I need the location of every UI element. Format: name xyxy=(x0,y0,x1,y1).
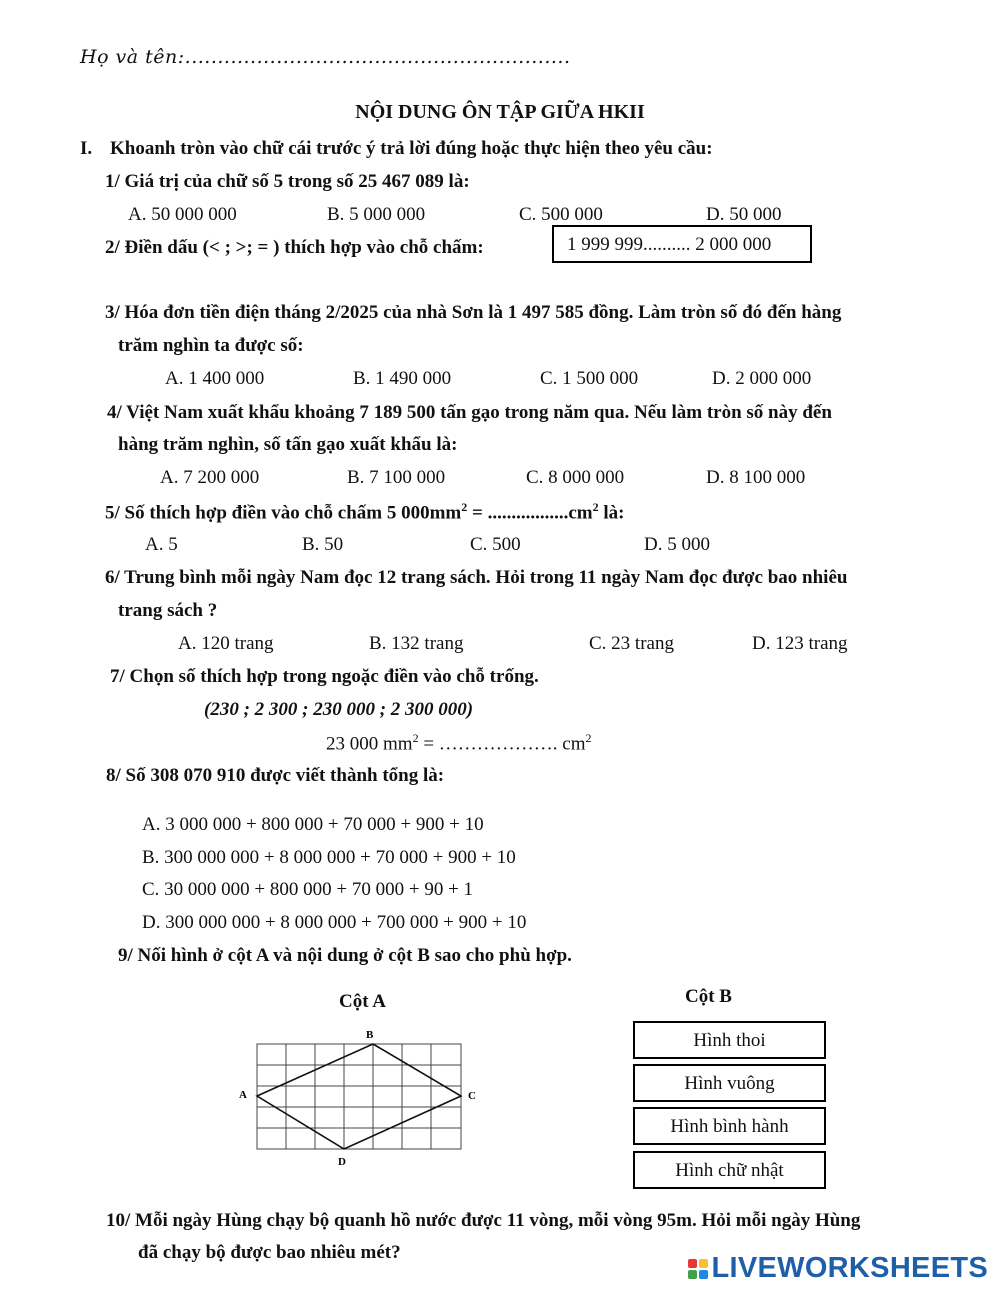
col-b-item-rhombus[interactable]: Hình thoi xyxy=(633,1021,826,1059)
q5-text xyxy=(105,500,624,524)
q7-eq-b[interactable]: = ………………. cm xyxy=(418,733,586,755)
q8-option-b[interactable]: B. 300 000 000 + 8 000 000 + 70 000 + 900 + 10 xyxy=(142,847,516,868)
q7-eq-sup2: 2 xyxy=(585,731,592,745)
q4-text-line2: hàng trăm nghìn, số tấn gạo xuất khẩu là: xyxy=(118,434,458,455)
q6-option-d[interactable]: D. 123 trang xyxy=(752,633,848,654)
rhombus-grid-figure[interactable] xyxy=(232,1026,482,1171)
q4-text-line1: 4/ Việt Nam xuất khẩu khoảng 7 189 500 tấn gạo trong năm qua. Nếu làm tròn số này đến xyxy=(107,402,832,423)
q5-option-d[interactable]: D. 5 000 xyxy=(644,534,710,555)
q9-column-a-heading: Cột A xyxy=(339,991,386,1012)
q5-text-c: là: xyxy=(598,502,625,524)
q6-text-line1: 6/ Trung bình mỗi ngày Nam đọc 12 trang sách. Hỏi trong 11 ngày Nam đọc được bao nhiêu xyxy=(105,567,848,588)
q8-option-d[interactable]: D. 300 000 000 + 8 000 000 + 700 000 + 900 + 10 xyxy=(142,912,527,933)
liveworksheets-logo xyxy=(688,1252,989,1285)
q5-text-b: = .................cm xyxy=(467,502,593,524)
section-instruction: Khoanh tròn vào chữ cái trước ý trả lời đúng hoặc thực hiện theo yêu cầu: xyxy=(110,138,713,159)
q7-choices: (230 ; 2 300 ; 230 000 ; 2 300 000) xyxy=(204,699,474,720)
q3-text-line1: 3/ Hóa đơn tiền điện tháng 2/2025 của nhà Sơn là 1 497 585 đồng. Làm tròn số đó đến hàng xyxy=(105,302,842,323)
liveworksheets-wordmark: LIVEWORKSHEETS xyxy=(711,1252,988,1284)
q4-option-d[interactable]: D. 8 100 000 xyxy=(706,467,806,488)
q4-option-c[interactable]: C. 8 000 000 xyxy=(526,467,625,488)
q7-eq-sup: 2 xyxy=(412,731,419,745)
q2-comparison: 1 999 999.......... 2 000 000 xyxy=(567,234,772,255)
q9-text: 9/ Nối hình ở cột A và nội dung ở cột B sao cho phù hợp. xyxy=(118,945,572,966)
q5-option-c[interactable]: C. 500 xyxy=(470,534,521,555)
col-b-item-parallelogram[interactable]: Hình bình hành xyxy=(633,1107,826,1145)
q8-option-a[interactable]: A. 3 000 000 + 800 000 + 70 000 + 900 + 10 xyxy=(142,814,484,835)
q1-text: 1/ Giá trị của chữ số 5 trong số 25 467 089 là: xyxy=(105,171,470,192)
q3-option-a[interactable]: A. 1 400 000 xyxy=(165,368,265,389)
section-number: I. xyxy=(80,138,93,159)
q2-text: 2/ Điền dấu (< ; >; = ) thích hợp vào chỗ chấm: xyxy=(105,237,484,258)
q5-option-a[interactable]: A. 5 xyxy=(145,534,178,555)
col-b-item-rectangle[interactable]: Hình chữ nhật xyxy=(633,1151,826,1189)
q1-option-a[interactable]: A. 50 000 000 xyxy=(128,204,237,225)
q8-option-c[interactable]: C. 30 000 000 + 800 000 + 70 000 + 90 + 1 xyxy=(142,879,474,900)
q1-option-c[interactable]: C. 500 000 xyxy=(519,204,603,225)
liveworksheets-mark-icon xyxy=(688,1259,708,1279)
q7-eq-a: 23 000 mm xyxy=(326,733,413,755)
col-b-item-square[interactable]: Hình vuông xyxy=(633,1064,826,1102)
page-title: NỘI DUNG ÔN TẬP GIỮA HKII xyxy=(355,101,645,123)
vertex-label-c: C xyxy=(468,1090,476,1102)
q9-column-b-heading: Cột B xyxy=(685,986,732,1007)
q6-option-c[interactable]: C. 23 trang xyxy=(589,633,674,654)
q1-option-b[interactable]: B. 5 000 000 xyxy=(327,204,426,225)
q10-text-line1: 10/ Mỗi ngày Hùng chạy bộ quanh hồ nước được 11 vòng, mỗi vòng 95m. Hỏi mỗi ngày Hùng xyxy=(106,1210,861,1231)
q3-text-line2: trăm nghìn ta được số: xyxy=(118,335,304,356)
vertex-label-a: A xyxy=(239,1089,247,1101)
q3-option-b[interactable]: B. 1 490 000 xyxy=(353,368,452,389)
q6-option-b[interactable]: B. 132 trang xyxy=(369,633,464,654)
q10-text-line2: đã chạy bộ được bao nhiêu mét? xyxy=(138,1242,401,1263)
q8-text: 8/ Số 308 070 910 được viết thành tổng là: xyxy=(106,765,445,786)
rhombus-shape xyxy=(257,1044,461,1149)
vertex-label-b: B xyxy=(366,1029,374,1041)
grid-lines xyxy=(257,1044,461,1149)
q4-option-a[interactable]: A. 7 200 000 xyxy=(160,467,260,488)
q6-option-a[interactable]: A. 120 trang xyxy=(178,633,274,654)
q7-equation xyxy=(326,731,592,755)
q7-text: 7/ Chọn số thích hợp trong ngoặc điền vào chỗ trống. xyxy=(110,666,539,687)
q4-option-b[interactable]: B. 7 100 000 xyxy=(347,467,446,488)
student-name-line: Họ và tên:........................................................... xyxy=(80,46,571,68)
q5-sup: 2 xyxy=(461,500,468,514)
q5-text-a: 5/ Số thích hợp điền vào chỗ chấm 5 000mm xyxy=(105,502,462,524)
q3-option-d[interactable]: D. 2 000 000 xyxy=(712,368,812,389)
vertex-label-d: D xyxy=(338,1156,346,1168)
q3-option-c[interactable]: C. 1 500 000 xyxy=(540,368,639,389)
q1-option-d[interactable]: D. 50 000 xyxy=(706,204,782,225)
q5-option-b[interactable]: B. 50 xyxy=(302,534,344,555)
q5-sup2: 2 xyxy=(592,500,599,514)
q6-text-line2: trang sách ? xyxy=(118,600,218,621)
